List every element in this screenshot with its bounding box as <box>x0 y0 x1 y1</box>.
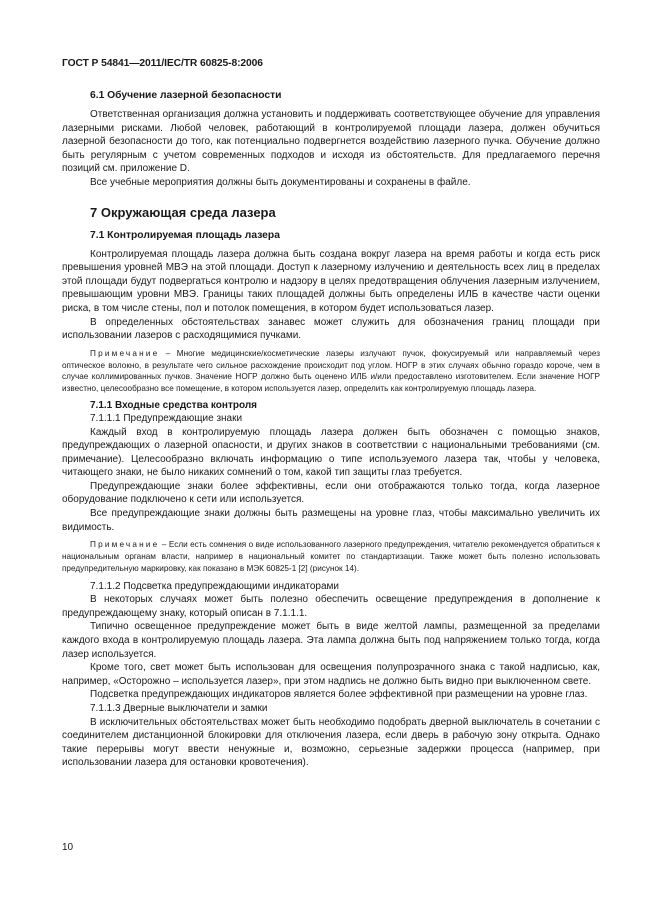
section-6-1-heading: 6.1 Обучение лазерной безопасности <box>90 90 282 101</box>
document-header: ГОСТ Р 54841—2011/IEC/TR 60825-8:2006 <box>62 58 263 69</box>
section-7-1-1-2-heading: 7.1.1.2 Подсветка предупреждающими индикаторами <box>90 580 339 592</box>
section-6-1-paragraph-2: Все учебные мероприятия должны быть документированы и сохранены в файле. <box>90 176 471 188</box>
section-7-1-1-1-paragraph-2: Предупреждающие знаки более эффективны, если они отображаются только тогда, когда лазерное оборудование подключено к сети или используется. <box>62 480 600 506</box>
section-6-1-paragraph-1: Ответственная организация должна установить и поддерживать соответствующее обучение для управления лазерными рисками. Любой человек, работающий в контролируемой площади лазера, должен обучиться лазерной безопасности до того, как потенциально подвергнется воздействию лазерного пучка. Обучение должно быть регулярным с учетом современных подходов и исходя из обстоятельств. Для предлагаемого перечня позиций см. приложение D. <box>62 109 600 175</box>
section-7-1-note <box>62 348 600 395</box>
note-label: Примечание <box>90 540 160 550</box>
note-text: – Если есть сомнения о виде использованного лазерного предупреждения, читателю рекомендуется обратиться к национальным органам власти, например в национальный комитет по стандартизации. Также может быть полезно использовать предупредительную маркировку, как показано в МЭК 60825-1 [2] (рисунок 14). <box>62 540 600 573</box>
section-7-1-1-heading: 7.1.1 Входные средства контроля <box>90 399 258 411</box>
note-label: Примечание <box>90 348 160 358</box>
section-7-1-1-2-paragraph-2: Типично освещенное предупреждение может быть в виде желтой лампы, размещенной за пределами каждого входа в контролируемую площадь лазера. Эта лампа должна быть под напряжением только тогда, когда лазер используется. <box>62 621 600 660</box>
document-page <box>62 58 600 770</box>
section-7-1-1-3-paragraph-1: В исключительных обстоятельствах может быть необходимо подобрать дверной выключатель в сочетании с соединителем дистанционной блокировки для отключения лазера, если дверь в рабочую зону открыта. Однако такие перерывы могут ввести ненужные и, возможно, серьезные задержки процесса (например, при использовании лазера для остановки кровотечения). <box>62 716 600 769</box>
section-7-1-paragraph-2: В определенных обстоятельствах занавес может служить для обозначения границ площади при использовании лазеров с расходящимися пучками. <box>62 316 600 342</box>
section-7-1-1-2-paragraph-4: Подсветка предупреждающих индикаторов является более эффективной при размещении на уровне глаз. <box>90 689 588 701</box>
section-7-heading: 7 Окружающая среда лазера <box>90 204 276 220</box>
section-7-1-1-1-paragraph-1: Каждый вход в контролируемую площадь лазера должен быть обозначен с помощью знаков, предупреждающих о лазерной опасности, и других знаков в соответствии с национальными требованиями (см. примечание). Целесообразно включать информацию о типе используемого лазера так, чтобы у человека, читающего знаки, не было никаких сомнений о том, какой тип защиты глаз требуется. <box>62 426 600 479</box>
section-7-1-paragraph-1: Контролируемая площадь лазера должна быть создана вокруг лазера на время работы и когда есть риск превышения уровней МВЭ на этой площади. Доступ к лазерному излучению и деятельность всех лиц в пределах этой площади будут подвергаться контролю и надзору в целях предотвращения облучения лазерным излучением, превышающим уровни МВЭ. Границы таких площадей должны быть определены ИЛБ в качестве части оценки риска, в том числе стены, пол и потолок помещения, в котором будет использоваться лазер. <box>62 248 600 314</box>
page-number: 10 <box>62 842 74 853</box>
section-7-1-1-1-heading: 7.1.1.1 Предупреждающие знаки <box>90 412 243 424</box>
section-7-1-1-2-paragraph-3: Кроме того, свет может быть использован для освещения полупрозрачного знака с такой надписью, как, например, «Осторожно – используется лазер», при этом надпись не должно быть видно при выключенном свете. <box>62 662 600 687</box>
note-text: – Многие медицинские/косметические лазеры излучают пучок, фокусируемый или направляемый через оптическое волокно, в результате чего сильное расхождение происходит под углом. НОГР в этих случаях обычно гораздо короче, чем в случае коллимированных пучков. Значение НОГР должно быть оценено ИЛБ и/или предоставлено изготовителем. Если значение НОГР известно, целесообразно все помещение, в котором используется лазер, определить как контролируемую площадь лазера. <box>62 348 600 394</box>
section-7-1-1-1-note <box>62 539 600 574</box>
section-7-1-1-1-paragraph-3: Все предупреждающие знаки должны быть размещены на уровне глаз, чтобы максимально увеличить их видимость. <box>62 508 600 533</box>
section-7-1-1-3-heading: 7.1.1.3 Дверные выключатели и замки <box>90 702 268 714</box>
section-7-1-1-2-paragraph-1: В некоторых случаях может быть полезно обеспечить освещение предупреждения в дополнение к предупреждающему знаку, который описан в 7.1.1.1. <box>62 594 600 619</box>
section-7-1-heading: 7.1 Контролируемая площадь лазера <box>90 229 280 241</box>
